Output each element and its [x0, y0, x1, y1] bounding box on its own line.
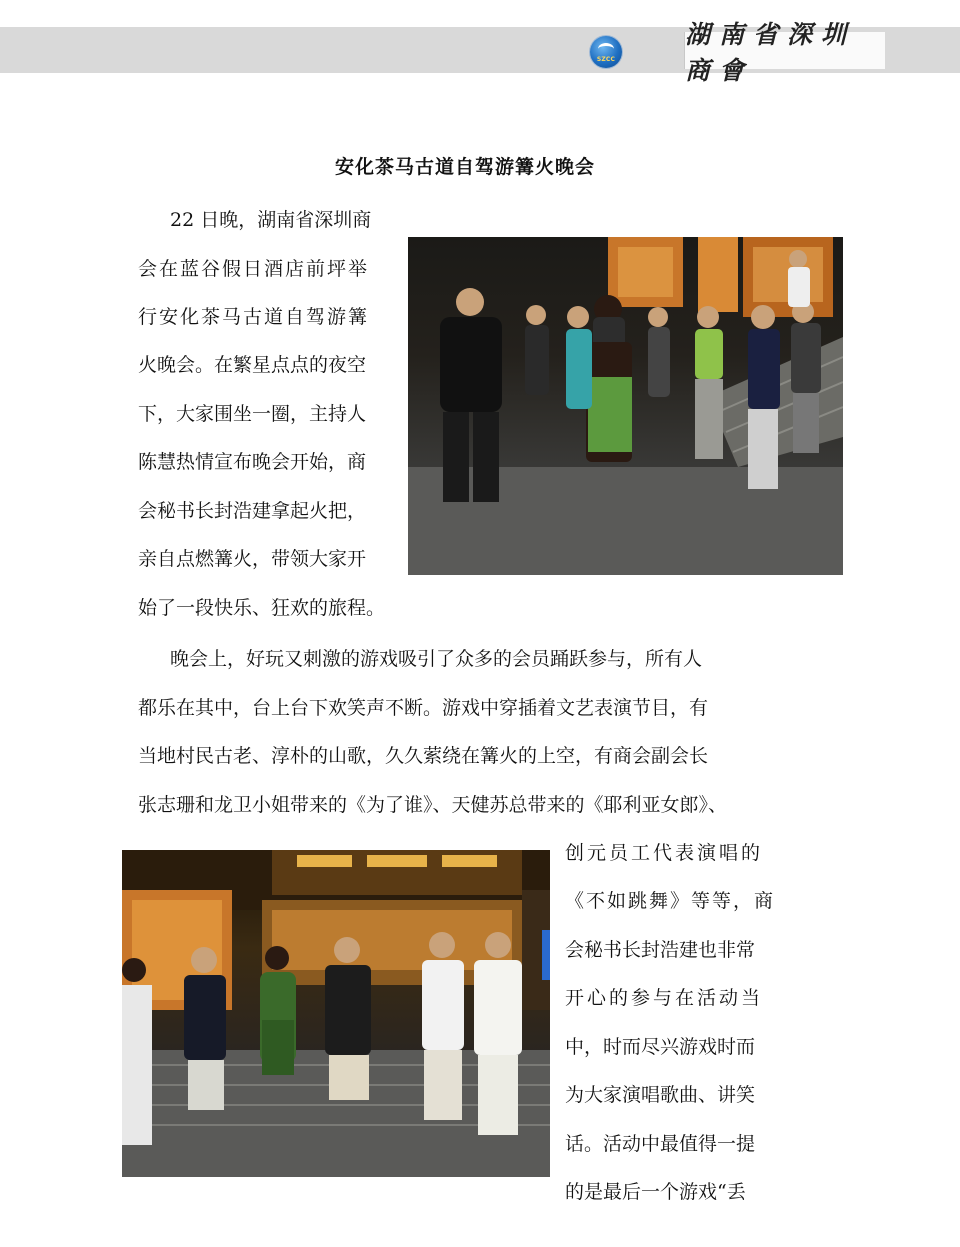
- text-line: 创元员工代表演唱的: [565, 842, 764, 864]
- text-line: 22 日晚，湖南省深圳商: [170, 209, 372, 231]
- text-line: 始了一段快乐、狂欢的旅程。: [138, 597, 386, 619]
- header-org-name-box: [684, 19, 885, 85]
- logo-mark-icon: [598, 43, 614, 55]
- text-line: 话。活动中最值得一提: [565, 1133, 756, 1155]
- text-line: 开心的参与在活动当: [565, 987, 764, 1009]
- text-line: 的是最后一个游戏“丢: [565, 1181, 746, 1203]
- text-line: 会秘书长封浩建也非常: [565, 939, 756, 961]
- text-line: 为大家演唱歌曲、讲笑: [565, 1084, 756, 1106]
- text-line: 晚会上，好玩又刺激的游戏吸引了众多的会员踊跃参与，所有人: [170, 648, 703, 670]
- photo-night-dance: [408, 237, 843, 575]
- text-line: 《不如跳舞》等等，商: [565, 890, 776, 912]
- text-line: 火晚会。在繁星点点的夜空: [138, 354, 367, 376]
- text-line: 当地村民古老、淳朴的山歌，久久萦绕在篝火的上空，有商会副会长: [138, 745, 709, 767]
- text-line: 张志珊和龙卫小姐带来的《为了谁》、天健苏总带来的《耶利亚女郎》、: [138, 794, 728, 816]
- text-line: 中，时而尽兴游戏时而: [565, 1036, 756, 1058]
- szcc-logo: [590, 36, 622, 68]
- text-line: 都乐在其中，台上台下欢笑声不断。游戏中穿插着文艺表演节目，有: [138, 697, 709, 719]
- article-title: 安化茶马古道自驾游篝火晚会: [334, 156, 595, 178]
- photo-group-standing: [122, 850, 550, 1177]
- header-org-name: 湖南省深圳商會: [685, 19, 856, 85]
- text-line: 下，大家围坐一圈，主持人: [138, 403, 367, 425]
- text-line: 行安化茶马古道自驾游篝: [138, 306, 370, 328]
- text-line: 会秘书长封浩建拿起火把，: [138, 500, 367, 522]
- logo-text: SZCC: [596, 56, 616, 63]
- text-line: 陈慧热情宣布晚会开始，商: [138, 451, 367, 473]
- text-line: 亲自点燃篝火，带领大家开: [138, 548, 367, 570]
- text-line: 会在蓝谷假日酒店前坪举: [138, 258, 370, 280]
